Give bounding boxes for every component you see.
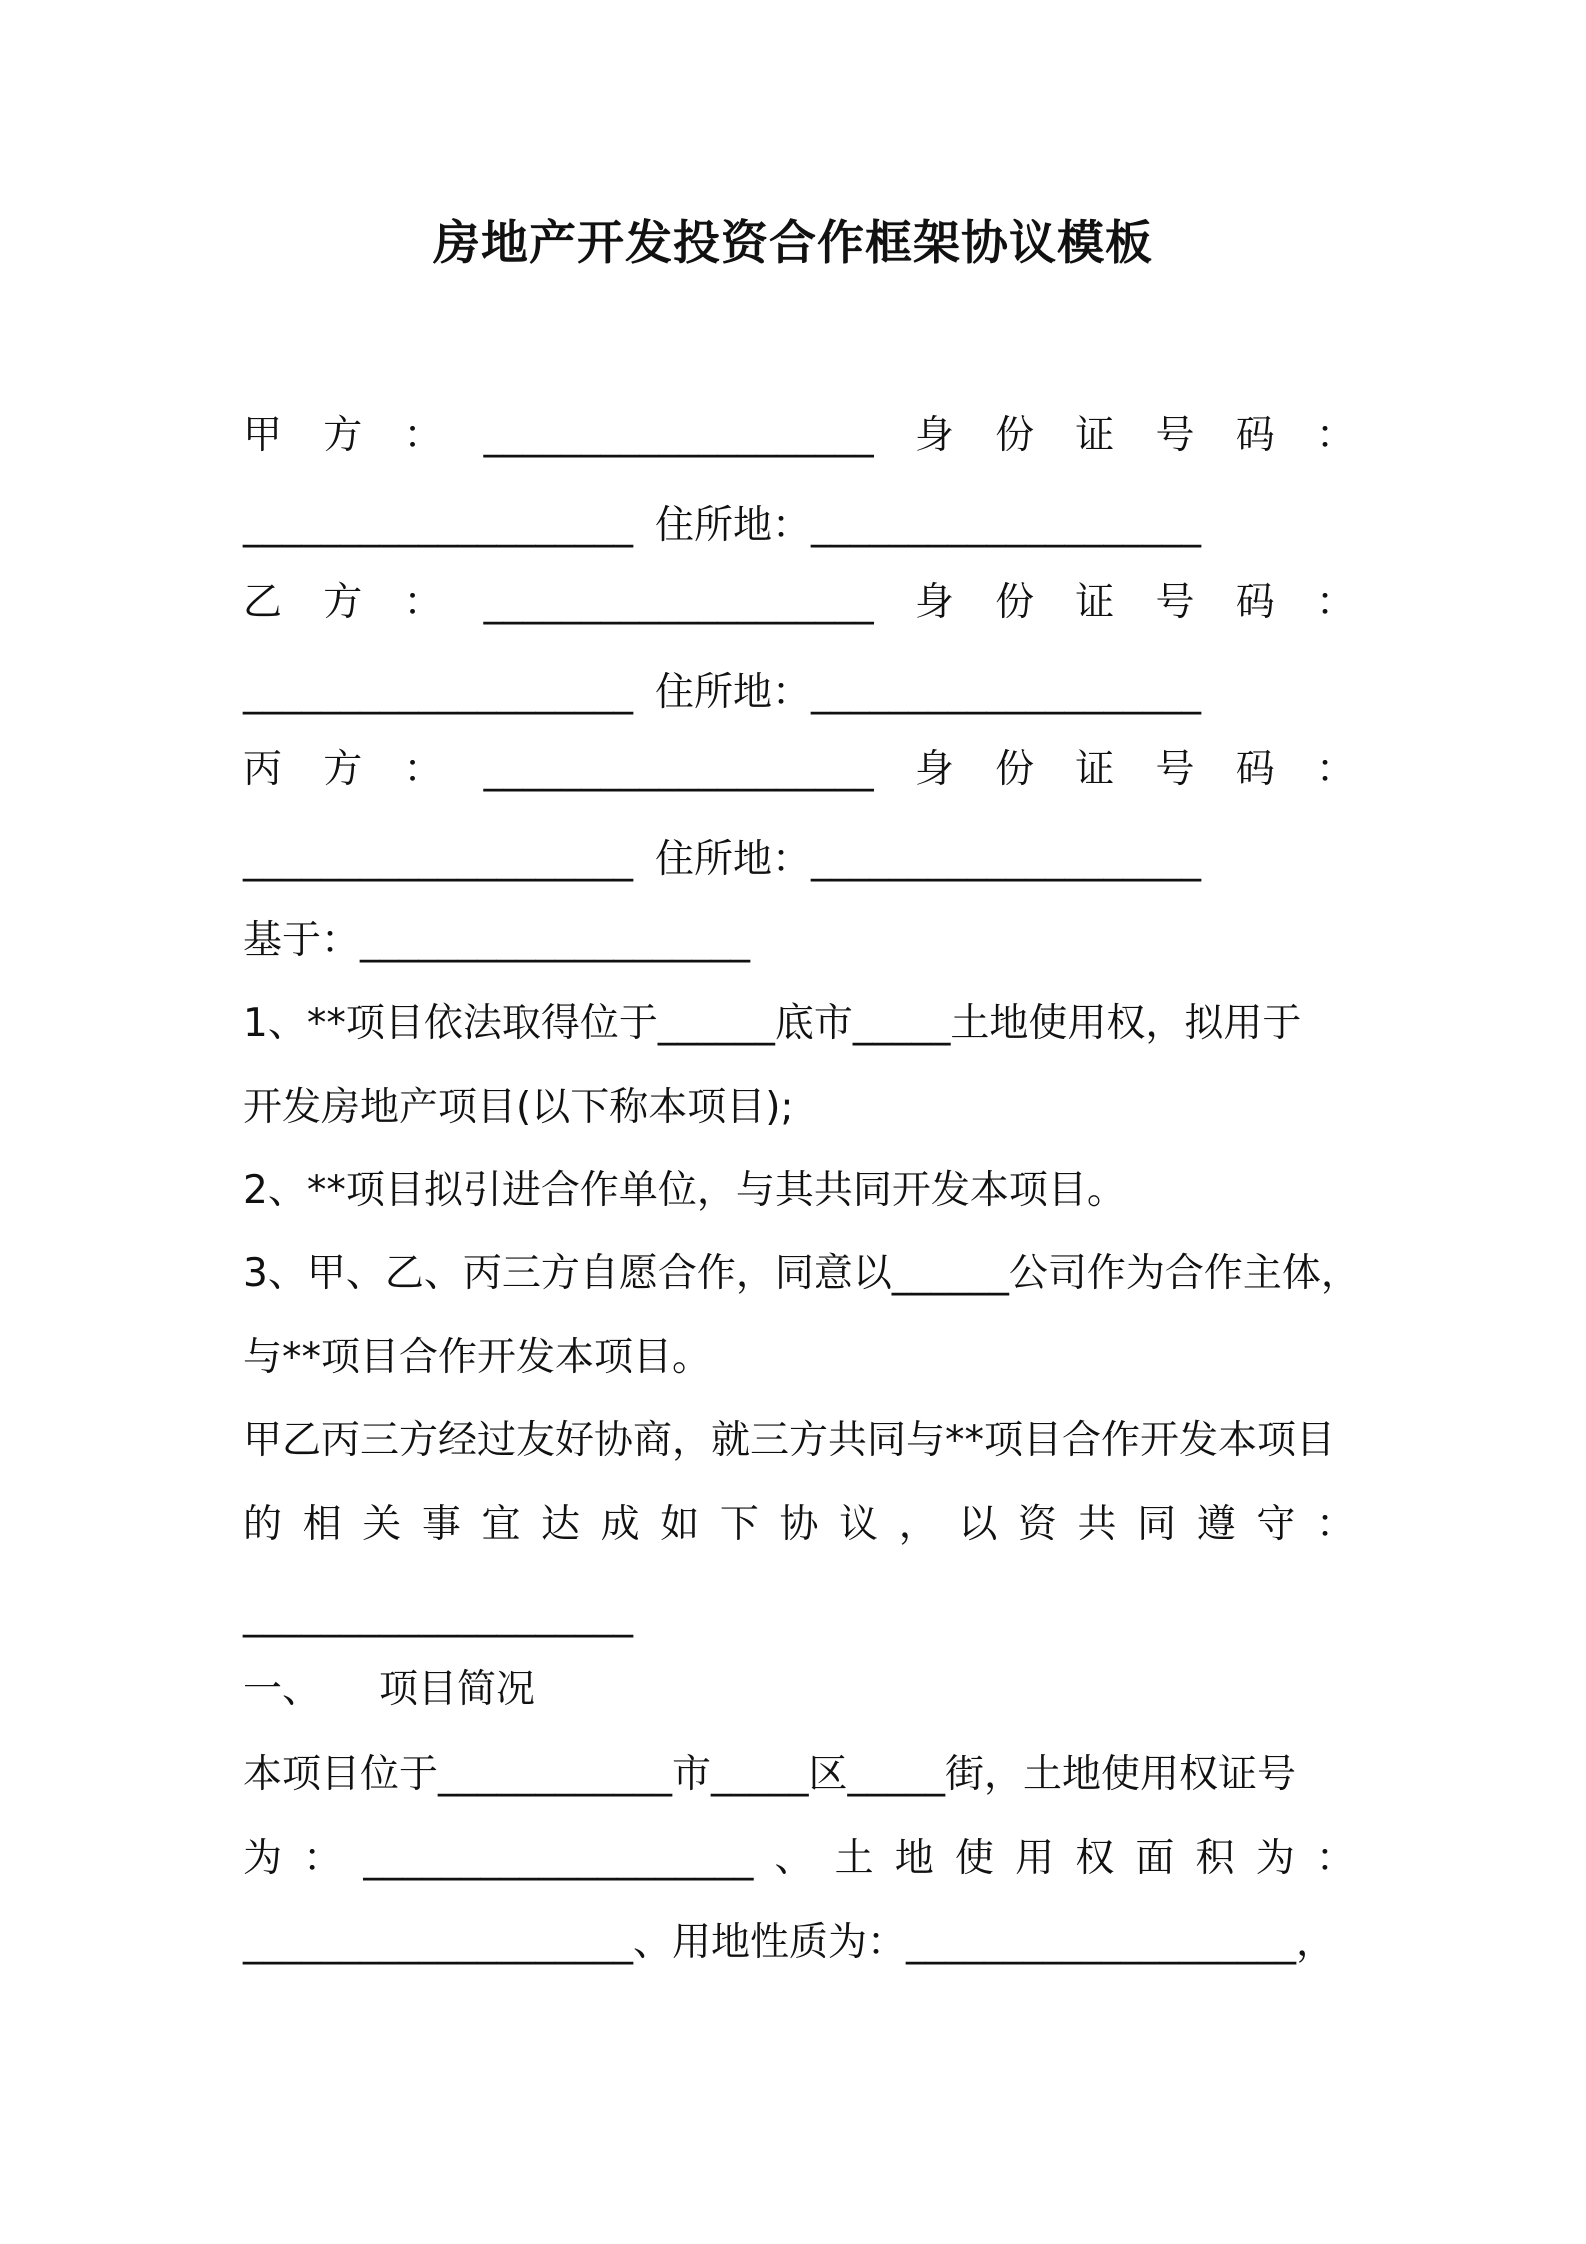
preamble-char: 共 [1077,1502,1117,1547]
project-line-2 [243,1831,1355,1887]
document-title: 房地产开发投资合作框架协议模板 [433,216,1153,271]
preamble-blank: ____________________ [243,1593,633,1638]
preamble-char: 宜 [481,1502,521,1547]
preamble-char: 资 [1017,1502,1057,1547]
basis-line [243,913,1355,969]
party-a-label-char: 方 [323,413,363,458]
id-label-char: 身 [914,580,954,625]
party-a-id-blank: ____________________ [243,503,633,548]
party-a-address-blank: ____________________ [811,503,1202,548]
id-label-char: ： [1315,580,1355,625]
preamble-line-2 [243,1497,1355,1553]
preamble-char: ： [1315,1502,1355,1547]
project-char: 积 [1195,1836,1235,1881]
party-c-id-blank: ____________________ [243,837,633,882]
party-a-address-line [243,498,1355,554]
project-line-3 [243,1915,1355,1971]
clause-3-text: 公司作为合作主体， [1008,1251,1360,1296]
party-a-colon: ： [403,413,443,458]
party-b-line [243,575,1355,631]
id-label-char: 证 [1075,580,1115,625]
preamble-char: 协 [779,1502,819,1547]
party-b-label-char: 乙 [243,580,283,625]
party-c-label-char: 丙 [243,747,283,792]
basis-label: 基于： [243,918,361,963]
clause-1-line-1 [243,996,1355,1052]
address-label: 住所地： [655,503,812,548]
clause-1-blank: ______ [657,1001,775,1046]
party-b-colon: ： [403,580,443,625]
project-char: 面 [1135,1836,1175,1881]
project-char: 使 [954,1836,994,1881]
land-cert-blank: ____________________ [363,1836,754,1881]
project-text: 本项目位于 [243,1752,439,1797]
project-char: 为 [243,1836,283,1881]
party-b-label-char: 方 [323,580,363,625]
id-label-char: ： [1315,413,1355,458]
id-label-char: 份 [995,747,1035,792]
party-c-name-blank: ____________________ [483,747,874,792]
land-area-blank: ____________________ [243,1920,633,1965]
project-blank: _____ [847,1752,946,1797]
party-c-colon: ： [403,747,443,792]
id-label-char: 身 [914,747,954,792]
party-b-address-blank: ____________________ [811,670,1202,715]
preamble-char: 相 [302,1502,342,1547]
clause-3-line-1 [243,1246,1360,1302]
preamble-char: 的 [243,1502,283,1547]
land-use-label: 、用地性质为： [633,1920,907,1965]
id-label-char: 证 [1075,413,1115,458]
party-c-address-line [243,832,1355,888]
land-use-blank: ____________________ [906,1920,1297,1965]
preamble-char: 议 [839,1502,879,1547]
preamble-blank-line [243,1588,1355,1644]
party-a-name-blank: ____________________ [483,413,874,458]
preamble-char: 关 [362,1502,402,1547]
party-b-name-blank: ____________________ [483,580,874,625]
clause-1-text: 1、**项目依法取得位于 [243,1001,658,1046]
project-blank: ____________ [438,1752,673,1797]
section-number: 一、 [243,1667,322,1712]
id-label-char: 证 [1075,747,1115,792]
id-label-char: 份 [995,413,1035,458]
clause-1-text: 土地使用权，拟用于 [950,1001,1302,1046]
project-char: 用 [1015,1836,1055,1881]
id-label-char: 号 [1155,580,1195,625]
preamble-line-1: 甲乙丙三方经过友好协商，就三方共同与**项目合作开发本项目 [243,1418,1336,1463]
party-c-address-blank: ____________________ [811,837,1202,882]
preamble-char: 遵 [1196,1502,1236,1547]
project-text: 区 [808,1752,848,1797]
preamble-char: 事 [421,1502,461,1547]
project-text: 市 [672,1752,712,1797]
address-label: 住所地： [655,670,812,715]
party-b-id-blank: ____________________ [243,670,633,715]
preamble-char: 达 [541,1502,581,1547]
project-char: 土 [834,1836,874,1881]
clause-1-text: 底市 [774,1001,853,1046]
project-char: ： [303,1836,343,1881]
address-label: 住所地： [655,837,812,882]
clause-3-blank: ______ [891,1251,1009,1296]
clause-3-line-2: 与**项目合作开发本项目。 [243,1335,712,1380]
project-char: 权 [1075,1836,1115,1881]
clause-3-text: 3、甲、乙、丙三方自愿合作，同意以 [243,1251,892,1296]
clause-1-blank: _____ [852,1001,951,1046]
project-blank: _____ [711,1752,809,1797]
preamble-char: 如 [660,1502,700,1547]
preamble-char: ， [898,1502,938,1547]
party-c-label-char: 方 [323,747,363,792]
project-char: 为 [1255,1836,1295,1881]
section-1-heading [243,1662,1355,1718]
party-c-line [243,742,1355,798]
id-label-char: 身 [914,413,954,458]
preamble-char: 下 [719,1502,759,1547]
id-label-char: 码 [1235,413,1275,458]
project-char: 地 [894,1836,934,1881]
project-char: 、 [774,1836,814,1881]
id-label-char: 份 [995,580,1035,625]
project-line-1 [243,1747,1355,1803]
preamble-char: 同 [1137,1502,1177,1547]
section-heading-text: 项目简况 [379,1667,536,1712]
project-char: ： [1315,1836,1355,1881]
clause-2-line: 2、**项目拟引进合作单位，与其共同开发本项目。 [243,1168,1126,1213]
id-label-char: ： [1315,747,1355,792]
id-label-char: 号 [1155,747,1195,792]
party-a-label-char: 甲 [243,413,283,458]
basis-blank: ____________________ [360,918,751,963]
preamble-char: 以 [958,1502,998,1547]
id-label-char: 号 [1155,413,1195,458]
project-text: ， [1296,1920,1336,1965]
party-b-address-line [243,665,1355,721]
id-label-char: 码 [1235,747,1275,792]
clause-1-line-2: 开发房地产项目(以下称本项目); [243,1085,794,1130]
id-label-char: 码 [1235,580,1275,625]
project-text: 街，土地使用权证号 [945,1752,1297,1797]
preamble-char: 成 [600,1502,640,1547]
preamble-char: 守 [1256,1502,1296,1547]
party-a-line [243,408,1355,464]
